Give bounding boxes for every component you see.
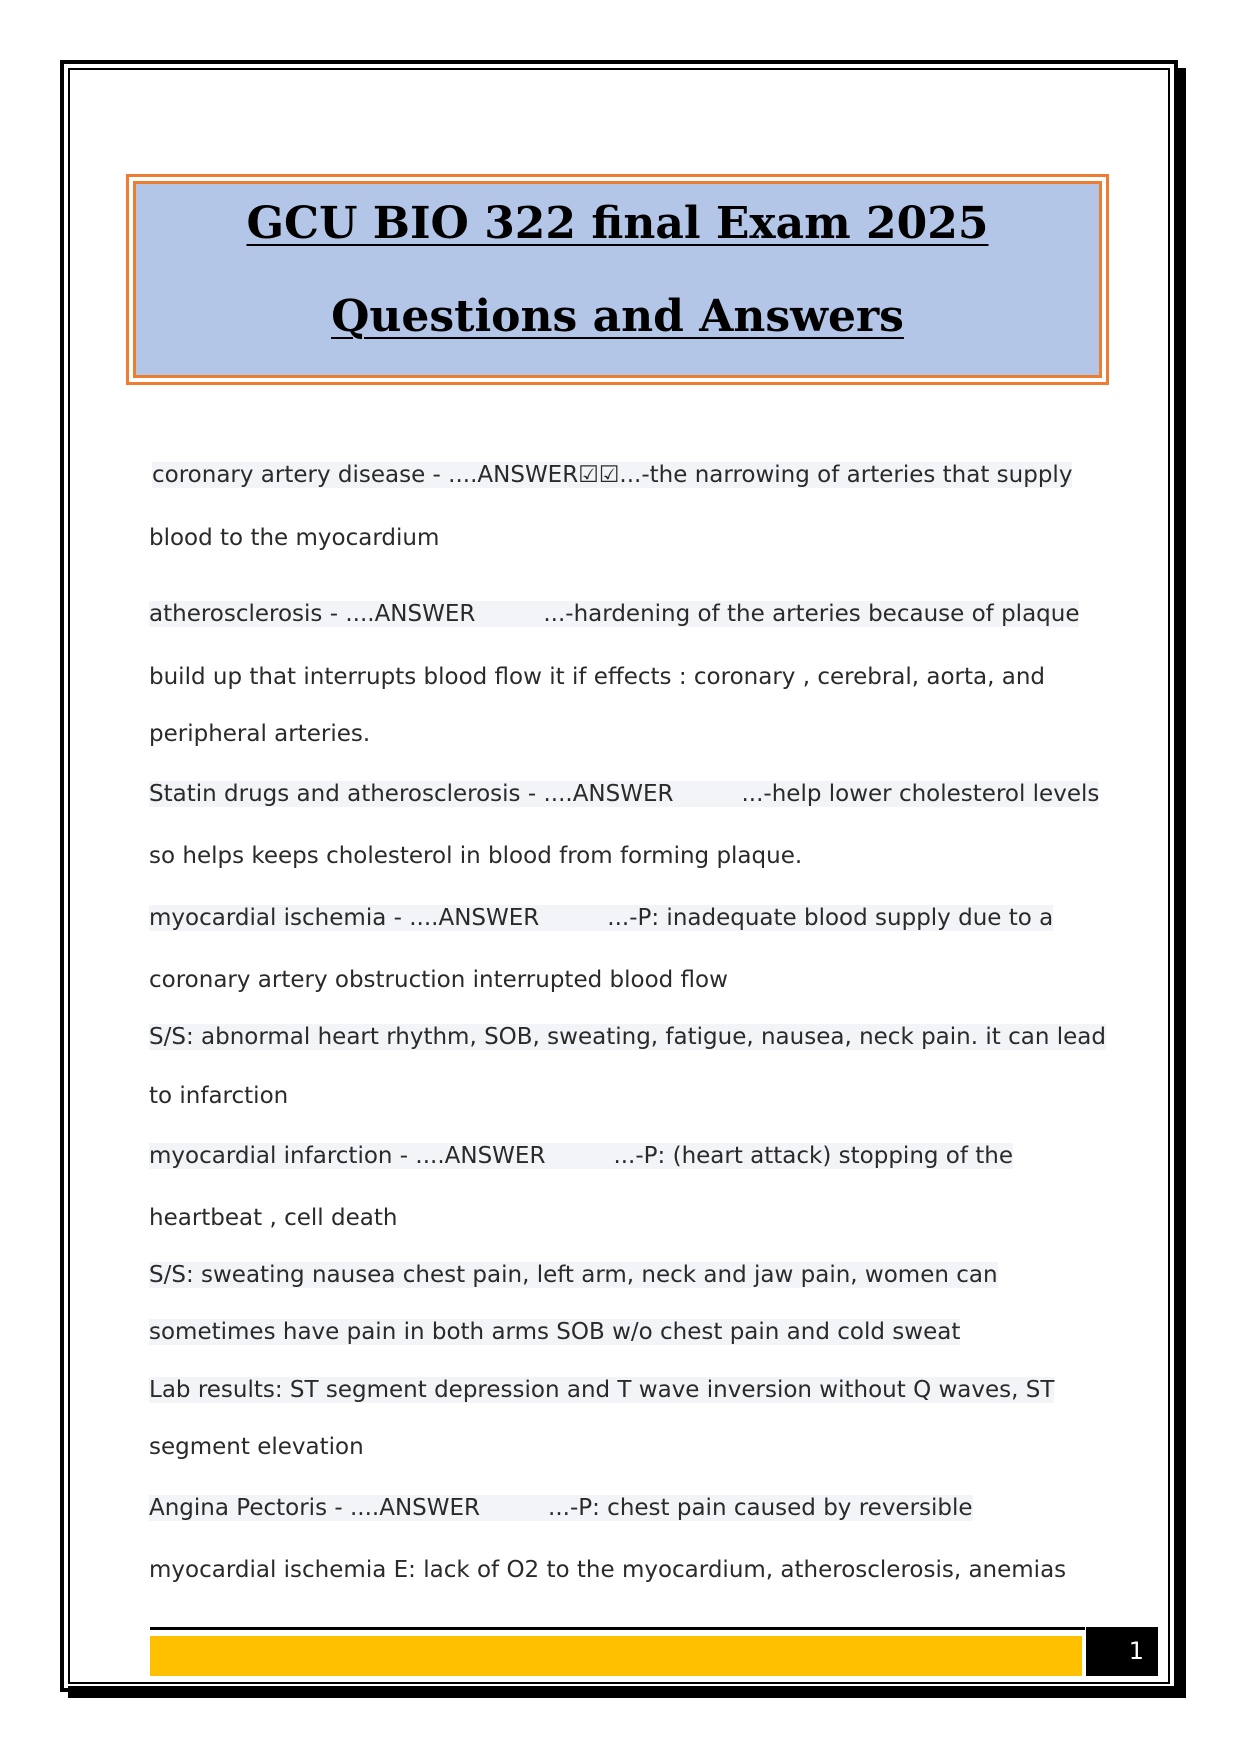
entry-statin-drugs: [149, 778, 1099, 810]
entry-continuation: to infarction: [149, 1083, 289, 1109]
entry-continuation: coronary artery obstruction interrupted blood flow: [149, 967, 728, 993]
entry-atherosclerosis: [149, 598, 1079, 630]
document-title: GCU BIO 322 final Exam 2025: [246, 198, 989, 249]
entry-angina-pectoris: [149, 1492, 973, 1524]
entry-term: myocardial ischemia - ....ANSWER: [149, 905, 607, 931]
entry-definition: ...-P: chest pain caused by reversible: [548, 1495, 973, 1521]
footer-bar: [150, 1636, 1082, 1676]
page-number: 1: [1086, 1627, 1158, 1676]
entry-continuation: blood to the myocardium: [149, 525, 440, 551]
entry-myocardial-ischemia: [149, 902, 1053, 934]
entry-continuation: Lab results: ST segment depression and T wave inversion without Q waves, ST: [149, 1377, 1055, 1403]
entry-continuation: peripheral arteries.: [149, 721, 371, 747]
entry-continuation: S/S: sweating nausea chest pain, left arm, neck and jaw pain, women can: [149, 1262, 998, 1288]
entry-term: Angina Pectoris - ....ANSWER: [149, 1495, 548, 1521]
document-subtitle: Questions and Answers: [331, 291, 904, 342]
entry-continuation: heartbeat , cell death: [149, 1205, 398, 1231]
title-box: [126, 174, 1109, 385]
entry-coronary-artery-disease: [152, 459, 1072, 491]
footer-rule: [150, 1627, 1085, 1630]
entry-continuation: segment elevation: [149, 1434, 364, 1460]
entry-continuation: sometimes have pain in both arms SOB w/o chest pain and cold sweat: [149, 1319, 961, 1345]
entry-term: atherosclerosis - ....ANSWER: [149, 601, 543, 627]
entry-term: Statin drugs and atherosclerosis - ....ANSWER: [149, 781, 742, 807]
entry-continuation: build up that interrupts blood flow it if effects : coronary , cerebral, aorta, and: [149, 664, 1046, 690]
entry-continuation: so helps keeps cholesterol in blood from forming plaque.: [149, 843, 803, 869]
title-box-inner: [133, 181, 1102, 378]
entry-definition: ...-help lower cholesterol levels: [741, 781, 1100, 807]
entry-definition: ...-P: inadequate blood supply due to a: [607, 905, 1054, 931]
entry-myocardial-infarction: [149, 1140, 1013, 1172]
entry-continuation: S/S: abnormal heart rhythm, SOB, sweating, fatigue, nausea, neck pain. it can lead: [149, 1024, 1106, 1050]
entry-definition: ...-hardening of the arteries because of plaque: [543, 601, 1080, 627]
entry-continuation: myocardial ischemia E: lack of O2 to the myocardium, atherosclerosis, anemias: [149, 1557, 1067, 1583]
entry-term: myocardial infarction - ....ANSWER: [149, 1143, 613, 1169]
entry-term: coronary artery disease - ....ANSWER☑☑...-the narrowing of arteries that supply: [152, 462, 1073, 488]
entry-definition: ...-P: (heart attack) stopping of the: [613, 1143, 1014, 1169]
